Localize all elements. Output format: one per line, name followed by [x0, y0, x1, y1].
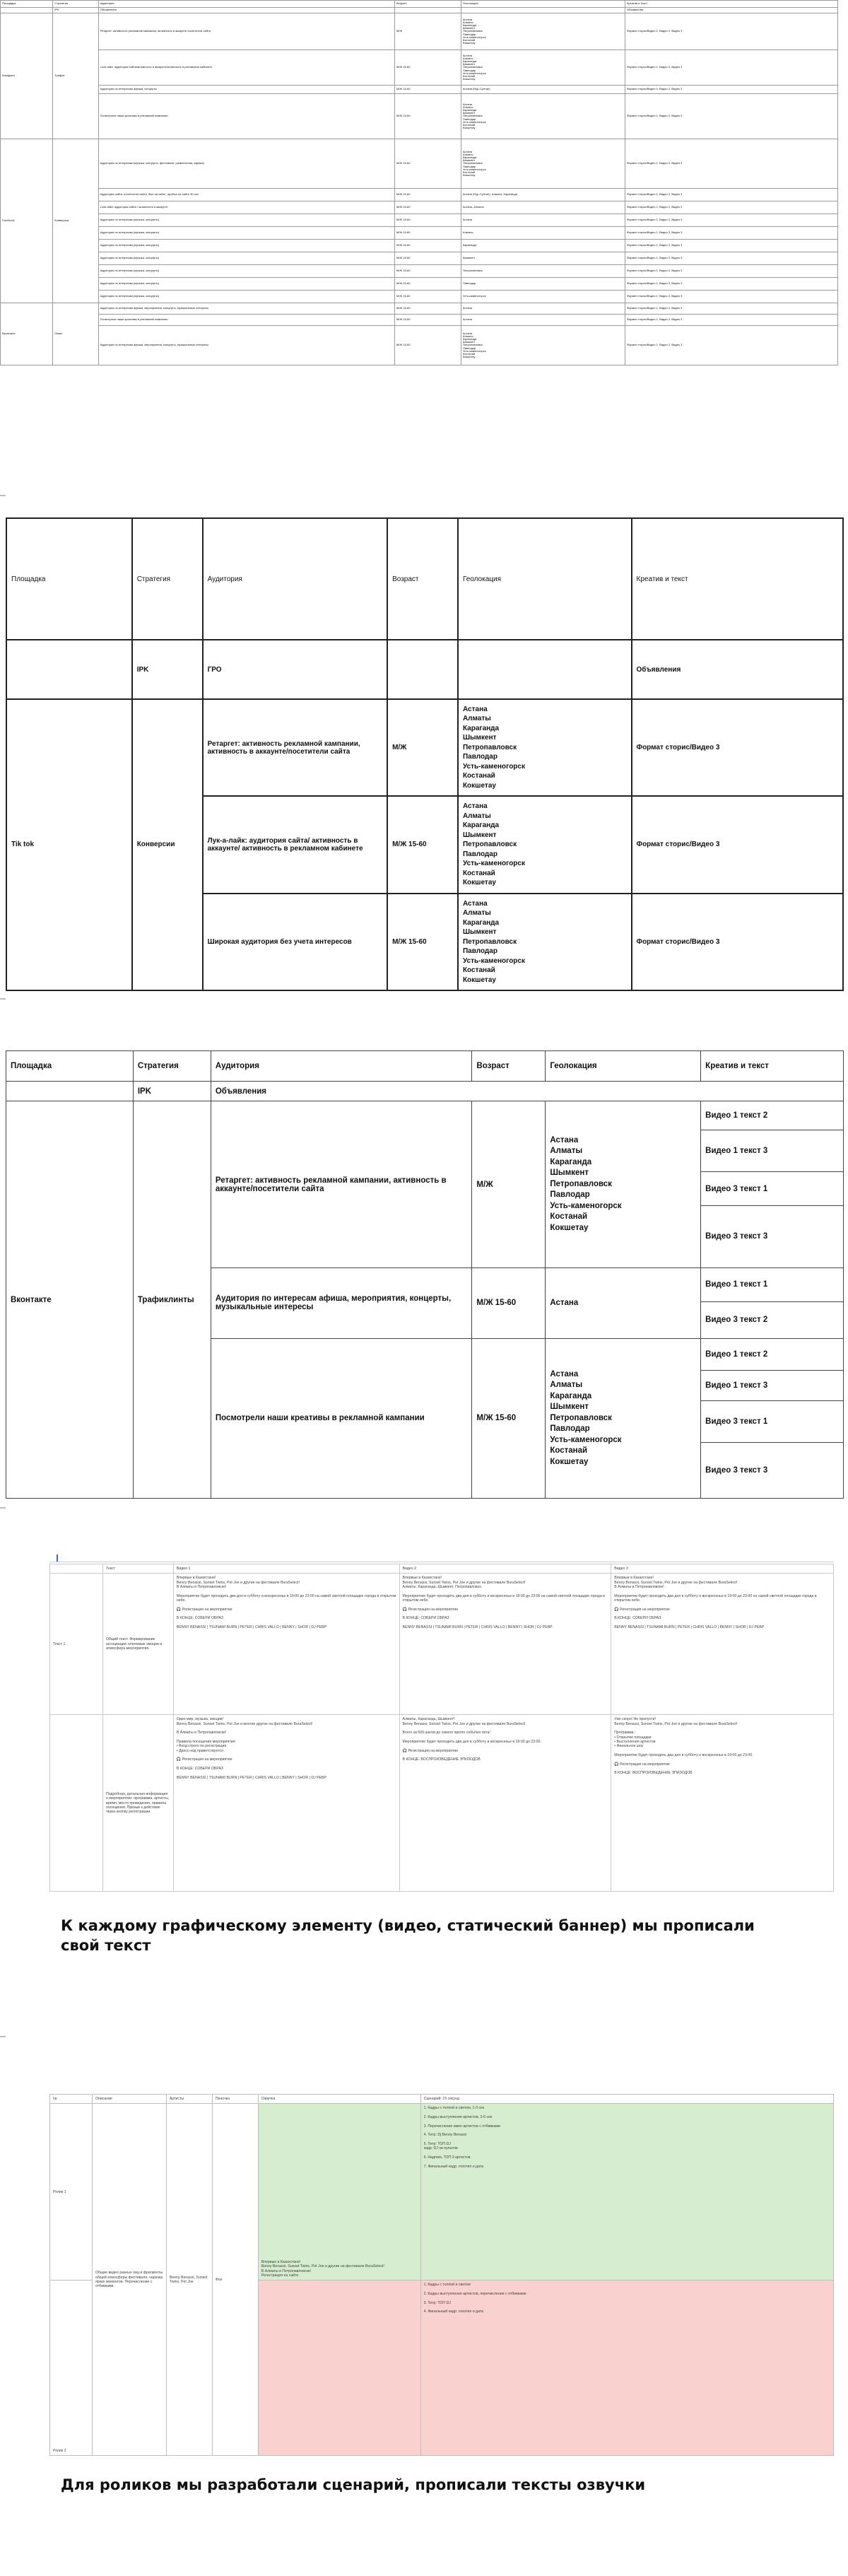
age-cell: М/Ж — [394, 13, 461, 50]
creative-cell: Формат сторис/Видео 1, Видео 2, Видео 3 — [625, 214, 837, 227]
header-penochka: Пеночка — [212, 2095, 258, 2104]
section-divider — [0, 495, 6, 496]
header-video1: Видео 1 — [173, 1564, 399, 1574]
geo-cell: Астана Алматы Караганда Шымкент Петропавловск Павлодар Усть-каменогорск Костанай Кокшетау — [546, 1101, 701, 1268]
audience-cell: Аудитория по интересам (музыка, концерты) — [98, 265, 394, 278]
age-cell: М/Ж 15-60 — [394, 240, 461, 252]
header-cell: Аудитория — [98, 1, 394, 8]
age-cell: М/Ж 15-60 — [394, 50, 461, 86]
header-video3: Видео 3 — [611, 1564, 834, 1574]
row-description: Общие видео разных лиц и фрагменты общей атмосферы фестиваля, нарезка ярких моментов. Перечисление с отбивками. — [92, 2104, 166, 2456]
subheader-cell — [394, 8, 461, 13]
section-divider — [0, 1507, 6, 1509]
geo-cell: Петропавловск — [461, 265, 625, 278]
audience-cell: Посмотрели наши креативы в рекламной кампании — [98, 315, 394, 326]
creative-cell: Видео 3 текст 1 — [701, 1172, 844, 1206]
header-audience: Аудитория — [203, 518, 388, 640]
header-geo: Геолокация — [458, 518, 632, 640]
targeting-table-overview — [0, 0, 838, 365]
age-cell: М/Ж 15-60 — [394, 214, 461, 227]
age-cell: М/Ж 15-60 — [394, 303, 461, 315]
age-cell: М/Ж 15-60 — [394, 252, 461, 265]
row-label: Ролик 1 — [50, 2104, 93, 2281]
subheader-cell: Объявления — [98, 8, 394, 13]
age-cell: М/Ж — [472, 1101, 546, 1268]
geo-cell: Астана — [546, 1267, 701, 1338]
geo-cell: Астана — [461, 214, 625, 227]
audience-cell: Аудитория по интересам (музыка, концерты) — [98, 240, 394, 252]
video-scripts-table — [49, 2094, 834, 2456]
audience-cell: Аудитория по интересам (музыка, концерты) — [98, 291, 394, 303]
heading-video-scripts: Для роликов мы разработали сценарий, прописали тексты озвучки — [61, 2476, 646, 2493]
geo-cell: Астана Алматы Караганда Шымкент Петропавловск Павлодар Усть-каменогорск Костанай Кокшетау — [461, 13, 625, 50]
geo-cell: Астана Алматы Караганда Шымкент Петропавловск Павлодар Усть-каменогорск Костанай Кокшетау — [461, 139, 625, 189]
geo-cell: Астана, Алматы — [461, 201, 625, 214]
geo-cell: Шымкент — [461, 252, 625, 265]
creative-cell: Видео 1 текст 2 — [701, 1338, 844, 1370]
targeting-table-vk — [6, 1050, 844, 1499]
sub-strategy: IPK — [132, 640, 203, 699]
creative-cell: Видео 1 текст 1 — [701, 1267, 844, 1301]
platform-cell: Вконтакте — [1, 303, 53, 365]
audience-cell: Look-alike: аудитория сайта / активность в аккаунте — [98, 201, 394, 214]
header-cell: Геолокация — [461, 1, 625, 8]
platform-cell: Вконтакте — [6, 1101, 134, 1499]
age-cell: М/Ж — [387, 699, 458, 796]
audience-cell: Ретаргет: активность рекламной кампании, активность в аккаунте/посетители сайта — [203, 699, 388, 796]
geo-cell: Астана Алматы Караганда Шымкент Петропавловск Павлодар Усть-каменогорск Костанай Кокшетау — [458, 699, 632, 796]
script-text: 1. Кадры с толпой и светом 2. Кадры выступления артистов, перечисление с отбивками 3. Титр: ТОП DJ 4. Финальный кадр: логотип и дата — [420, 2281, 833, 2456]
strategy-cell: Охват — [53, 303, 98, 365]
header-platform: Площадка — [6, 518, 132, 640]
audience-cell: Посмотрели наши креативы в рекламной кампании — [211, 1338, 472, 1498]
creative-cell: Видео 1 текст 3 — [701, 1371, 844, 1401]
age-cell: М/Ж 15-60 — [394, 227, 461, 240]
header-number: № — [50, 2095, 93, 2104]
geo-cell: Астана Алматы Караганда Шымкент Петропавловск Павлодар Усть-каменогорск Костанай Кокшетау — [461, 94, 625, 139]
targeting-table-tiktok — [6, 517, 844, 991]
header-creative: Креатив и текст — [632, 518, 843, 640]
age-cell: М/Ж 15-60 — [394, 94, 461, 139]
audience-cell: Посмотрели наши креативы в рекламной кампании — [98, 94, 394, 139]
age-cell: М/Ж 15-60 — [387, 796, 458, 893]
audience-cell: Ретаргет: активность рекламной кампании, активность в аккаунте/посетители сайта — [211, 1101, 472, 1268]
video1-text: Впервые в Казахстане! Benny Benassi, Sunset Twins, Pet Joe и другие на фестивале BuraSelect! В Алматы и Петропавловске! Мероприятие будет проходить два дня в субботу и воскресенье в 19:00 до 23:00 на самой светлой площадке города в открытом небе. 🎧 Регистрация на мероприятие В КОНЦЕ: СОБЕРИ ОБРАЗ BENNY BENASSI | TSUNAMI BURN | PETER | CHRIS VALLO | BENNY | SHOR | DJ PEBP — [173, 1574, 399, 1715]
row-label: Текст 1 — [50, 1574, 103, 1715]
geo-cell: Астана (Нур-Султан) — [461, 86, 625, 94]
creative-cell: Формат сторис/Видео 1, Видео 2, Видео 3 — [625, 86, 837, 94]
creative-cell: Формат сторис/Видео 1, Видео 2, Видео 3 — [625, 13, 837, 50]
video2-text: Впервые в Казахстане! Benny Benassi, Sunset Twins, Pet Joe и другие на фестивале BuraSelect! Алматы, Караганда, Шымкент, Петропавловск. Мероприятие будет проходить два дня в субботу и воскресенье в 19:00 до 23:00 на самой светлой площадке города в открытом небе. 🎧 Регистрация на мероприятие В КОНЦЕ: СОБЕРИ ОБРАЗ BENNY BENASSI | TSUNAMI BURN | PETER | CHRIS VALLO | BENNY | SHOR | DJ PEBP — [399, 1574, 611, 1715]
sub-creative: Объявления — [632, 640, 843, 699]
audience-cell: Аудитория по интересам (музыка, концерты, фестивали, развлечения, афиша) — [98, 139, 394, 189]
platform-cell: Facebook — [1, 139, 53, 303]
header-voice: Озвучка — [258, 2095, 420, 2104]
subheader-cell: Объявления — [625, 8, 837, 13]
heading-creative-texts: К каждому графическому элементу (видео, статический баннер) мы прописали свой текст — [61, 1917, 755, 1955]
age-cell: М/Ж 15-60 — [394, 201, 461, 214]
empty-cell — [6, 1081, 134, 1101]
creative-cell: Видео 1 текст 2 — [701, 1101, 844, 1130]
age-cell: М/Ж 15-60 — [394, 326, 461, 365]
geo-cell: Астана — [461, 303, 625, 315]
creative-cell: Видео 1 текст 3 — [701, 1130, 844, 1171]
header-cell: Возраст — [472, 1051, 546, 1082]
row-description: Общий текст. Формирование ассоциации: ключевые эмоции и атмосфера мероприятия. — [102, 1574, 173, 1715]
strategy-cell: Конверсии — [132, 699, 203, 990]
header-cell: Креатив и текст — [701, 1051, 844, 1082]
creative-cell: Формат сторис/Видео 3 — [632, 796, 843, 893]
sub-audience: Объявления — [211, 1081, 843, 1101]
strategy-cell: Трафиклинты — [133, 1101, 211, 1499]
age-cell: М/Ж 15-60 — [472, 1267, 546, 1338]
header-age: Возраст — [387, 518, 458, 640]
geo-cell: Астана — [461, 315, 625, 326]
header-strategy: Стратегия — [132, 518, 203, 640]
platform-cell: Instagram — [1, 13, 53, 139]
creative-cell: Формат сторис/Видео 1, Видео 2, Видео 3 — [625, 291, 837, 303]
subheader-cell: IPK — [53, 8, 98, 13]
creative-cell: Видео 3 текст 3 — [701, 1205, 844, 1267]
creative-cell: Формат сторис/Видео 1, Видео 2, Видео 3 — [625, 94, 837, 139]
age-cell: М/Ж 15-60 — [394, 139, 461, 189]
creative-cell: Формат сторис/Видео 1, Видео 2, Видео 3 — [625, 265, 837, 278]
creative-cell: Формат сторис/Видео 1, Видео 2, Видео 3 — [625, 252, 837, 265]
audience-cell: Аудитория по интересам афиша, мероприятия, концерты, музыкальные интересы — [211, 1267, 472, 1338]
sheet-toolbar — [49, 1555, 834, 1562]
age-cell: М/Ж 15-60 — [394, 278, 461, 291]
header-cell: Возраст — [394, 1, 461, 8]
header-cell: Креатив и текст — [625, 1, 837, 8]
creative-cell: Видео 3 текст 3 — [701, 1443, 844, 1499]
header-description: Описание — [92, 2095, 166, 2104]
section-divider — [0, 998, 6, 1000]
creative-cell: Формат сторис/Видео 1, Видео 2, Видео 3 — [625, 50, 837, 86]
audience-cell: Аудитория по интересам афиша, мероприятия, концерты, музыкальные интересы — [98, 303, 394, 315]
geo-cell: Астана Алматы Караганда Шымкент Петропавловск Павлодар Усть-каменогорск Костанай Кокшетау — [458, 796, 632, 893]
geo-cell: Караганда — [461, 240, 625, 252]
audience-cell: Аудитория по интересам (музыка, концерты) — [98, 214, 394, 227]
creative-cell: Формат сторис/Видео 1, Видео 2, Видео 3 — [625, 278, 837, 291]
geo-cell: Астана Алматы Караганда Шымкент Петропавловск Павлодар Усть-каменогорск Костанай Кокшетау — [546, 1338, 701, 1498]
header-cell: Геолокация — [546, 1051, 701, 1082]
audience-cell: Аудитория по интересам афиша, мероприятия, концерты, музыкальные интересы — [98, 326, 394, 365]
audience-cell: Ретаргет: активность рекламной кампании, активность в аккаунте посетители сайта — [98, 13, 394, 50]
strategy-cell: Трафик — [53, 13, 98, 139]
geo-cell: Усть-каменогорск — [461, 291, 625, 303]
row-penochka: Фон — [212, 2104, 258, 2456]
header-script: Сценарий: 15 секунд — [420, 2095, 833, 2104]
subheader-cell — [1, 8, 53, 13]
geo-cell: Астана Алматы Караганда Шымкент Петропавловск Павлодар Усть-каменогорск Костанай Кокшетау — [461, 50, 625, 86]
voice-over-text — [258, 2281, 420, 2456]
geo-cell: Алматы — [461, 227, 625, 240]
header-cell: Площадка — [1, 1, 53, 8]
header-text: Текст — [102, 1564, 173, 1574]
creative-cell: Видео 3 текст 2 — [701, 1301, 844, 1338]
audience-cell: Look-alike: аудитория сайта/активность в аккаунте/активность в рекламном кабинете — [98, 50, 394, 86]
selection-marker — [57, 1555, 58, 1562]
strategy-cell: Конверсии — [53, 139, 98, 303]
age-cell: М/Ж 15-60 — [394, 189, 461, 201]
platform-cell: Tik tok — [6, 699, 132, 990]
creative-cell: Формат сторис/Видео 1, Видео 2, Видео 3 — [625, 189, 837, 201]
section-divider — [0, 2036, 6, 2037]
creative-texts-table — [49, 1564, 834, 1892]
audience-cell: Широкая аудитория без учета интересов — [203, 894, 388, 990]
video3-text: Впервые в Казахстане! Benny Benassi, Sunset Twins, Pet Joe и другие на фестивале BuraSelect! В Алматы и Петропавловске! Мероприятие будет проходить два дня в субботу и воскресенье в 19:00 до 23:00 на самой светлой площадке города в открытом небе. 🎧 Регистрация на мероприятие В КОНЦЕ: СОБЕРИ ОБРАЗ BENNY BENASSI | TSUNAMI BURN | PETER | CHRIS VALLO | BENNY | SHOR | DJ PEBP — [611, 1574, 834, 1715]
sub-strategy: IPK — [133, 1081, 211, 1101]
geo-cell: Павлодар — [461, 278, 625, 291]
age-cell: М/Ж 15-60 — [472, 1338, 546, 1498]
creative-cell: Формат сторис/Видео 1, Видео 2, Видео 3 — [625, 201, 837, 214]
subheader-cell — [461, 8, 625, 13]
video1-text: Один мир, музыка, эмоции! Benny Benassi, Sunset Twins, Pet Joe и многие другие на фестивале BuraSelect! В Алматы и Петропавловске! Правила посещения мероприятия: • Вход строго по регистрации • Дресс-код приветствуется 🎧 Регистрация на мероприятие В КОНЦЕ: СОБЕРИ ОБРАЗ BENNY BENASSI | TSUNAMI BURN | PETER | CHRIS VALLO | BENNY | SHOR | DJ PEBP — [173, 1715, 399, 1892]
geo-cell: Астана Алматы Караганда Шымкент Петропавловск Павлодар Усть-каменогорск Костанай Кокшетау — [458, 894, 632, 990]
audience-cell: Аудитория по интересам (музыка, концерты) — [98, 278, 394, 291]
age-cell: М/Ж 15-60 — [394, 291, 461, 303]
creative-cell: Видео 3 текст 1 — [701, 1400, 844, 1442]
age-cell: М/Ж 15-60 — [387, 894, 458, 990]
creative-cell: Формат сторис/Видео 3 — [632, 699, 843, 796]
creative-cell: Формат сторис/Видео 1, Видео 2, Видео 3 — [625, 227, 837, 240]
creative-cell: Формат сторис/Видео 1, Видео 2, Видео 3 — [625, 315, 837, 326]
header-artists: Артисты — [166, 2095, 212, 2104]
row-description: Подробная, детальная информация о мероприятии: программа, артисты, время, место проведения, правила посещения. Призыв к действию через кнопку регистрации. — [102, 1715, 173, 1892]
geo-cell: Астана (Нур-Султан), Алматы, Караганда — [461, 189, 625, 201]
row-artists: Benny Benassi, Sunset Twins, Pet Joe — [166, 2104, 212, 2456]
creative-cell: Формат сторис/Видео 1, Видео 2, Видео 3 — [625, 240, 837, 252]
geo-cell: Астана Алматы Караганда Шымкент Петропавловск Павлодар Усть-каменогорск Костанай Кокшетау — [461, 326, 625, 365]
sub-audience: ГРО — [203, 640, 388, 699]
voice-over-text: Впервые в Казахстане! Benny Benassi, Sunset Twins, Pet Joe и другие на фестивале BuraSelect! В Алматы и Петропавловске! Регистрация на сайте. — [258, 2104, 420, 2281]
audience-cell: Аудитория по интересам (музыка, концерты) — [98, 252, 394, 265]
header-cell: Стратегия — [53, 1, 98, 8]
creative-cell: Формат сторис/Видео 1, Видео 2, Видео 3 — [625, 139, 837, 189]
header-cell: Площадка — [6, 1051, 134, 1082]
audience-cell: Аудитория по интересам (музыка, концерты) — [98, 227, 394, 240]
header-video2: Видео 2 — [399, 1564, 611, 1574]
row-label: Ролик 2 — [50, 2281, 93, 2456]
creative-cell: Формат сторис/Видео 1, Видео 2, Видео 3 — [625, 326, 837, 365]
age-cell: М/Ж 15-60 — [394, 265, 461, 278]
video3-text: Уже скоро! Не пропусти! Benny Benassi, Sunset Twins, Pet Joe и другие на фестивале BuraSelect! Программа: • Открытие площадки • Выступления артистов • Финальное шоу Мероприятие будет проходить два дня в субботу и воскресенье в 19:00 до 23:00. 🎧 Регистрация на мероприятие В КОНЦЕ: ВОСПРОИЗВЕДЕНИЕ ЭПИЗОДОВ — [611, 1715, 834, 1892]
audience-cell: Аудитория сайта: посетители сайта, был на сайте, пробыл на сайте 30 сек — [98, 189, 394, 201]
audience-cell: Лук-а-лайк: аудитория сайта/ активность в аккаунте/ активность в рекламном кабинете — [203, 796, 388, 893]
creative-cell: Формат сторис/Видео 3 — [632, 894, 843, 990]
audience-cell: Аудитория по интересам афиша, концерты — [98, 86, 394, 94]
creative-cell: Формат сторис/Видео 1, Видео 2, Видео 3 — [625, 303, 837, 315]
video2-text: Алматы, Караганда, Шымкент! Benny Benassi, Sunset Twins, Pet Joe и другие на фестивале BuraSelect! Всего за 500 шагов до самого яркого события лета! Мероприятие будет проходить два дня в субботу и воскресенье в 19:00 до 23:00. 🎧 Регистрация на мероприятие В КОНЦЕ: ВОСПРОИЗВЕДЕНИЕ ЭПИЗОДОВ — [399, 1715, 611, 1892]
row-label — [50, 1715, 103, 1892]
header-cell: Аудитория — [211, 1051, 472, 1082]
age-cell: М/Ж 15-60 — [394, 86, 461, 94]
age-cell: М/Ж 15-60 — [394, 315, 461, 326]
header-cell: Стратегия — [133, 1051, 211, 1082]
script-text: 1. Кадры с толпой и светом, 1-3 сек 2. Кадры выступления артистов, 3-6 сек 3. Перечисление имен артистов с отбивками 4. Титр: Dj Benny Benassi 5. Титр: ТОП DJ кадр: DJ за пультом 6. Надпись ТОП 3 артистов 7. Финальный кадр: логотип и дата — [420, 2104, 833, 2281]
